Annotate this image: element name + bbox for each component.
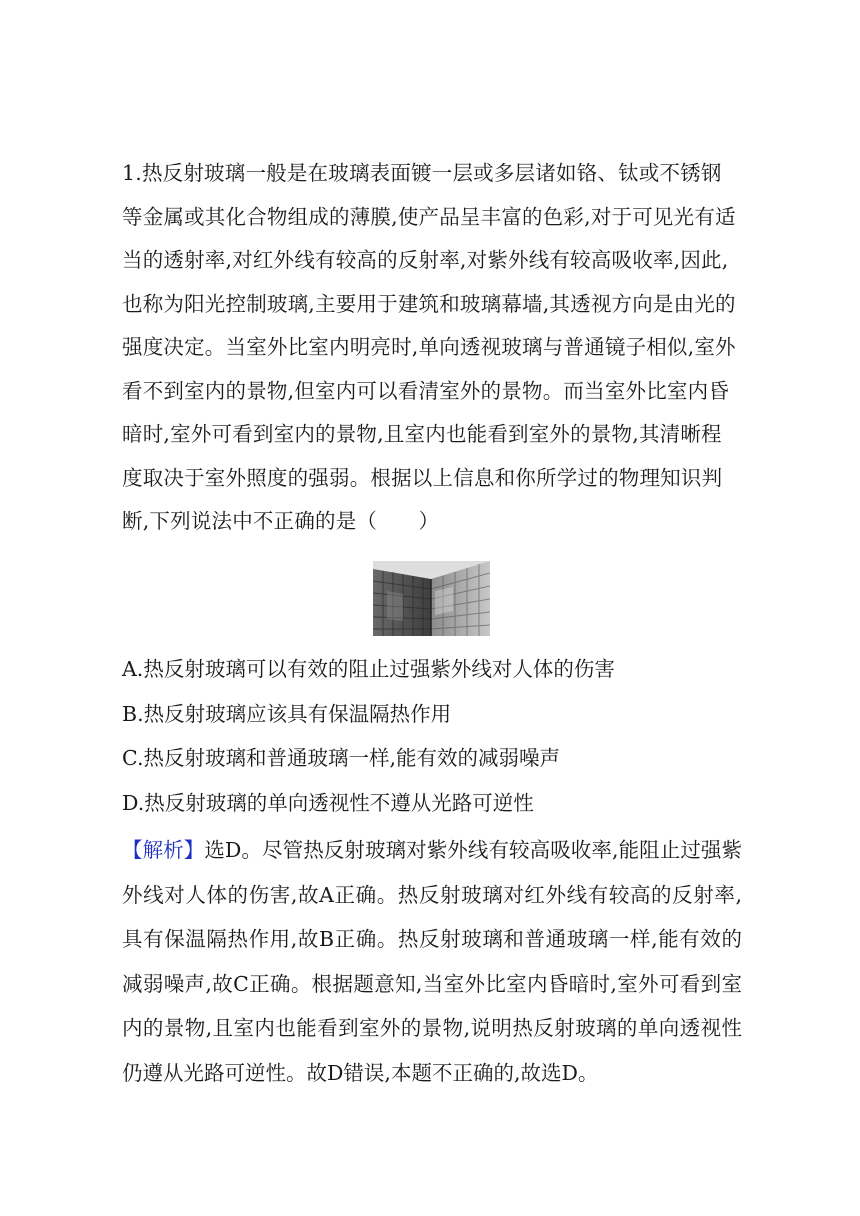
option-b: B.热反射玻璃应该具有保温隔热作用 (122, 701, 452, 726)
analysis-tag: 【解析】 (122, 838, 205, 862)
option-a: A.热反射玻璃可以有效的阻止过强紫外线对人体的伤害 (122, 657, 615, 681)
question-text: 1.热反射玻璃一般是在玻璃表面镀一层或多层诸如铬、钛或不锈钢等金属或其化合物组成的薄膜,使产品呈丰富的色彩,对于可见光有适当的透射率,对红外线有较高的反射率,对紫外线有较高吸收率,因此,也称为阳光控制玻璃,主要用于建筑和玻璃幕墙,其透视方向是由光的强度决定。当室外比室内明亮时,单向透视玻璃与普通镜子相似,室外看不到室内的景物,但室内可以看清室外的景物。而当室外比室内昏暗时,室外可看到室内的景物,且室内也能看到室外的景物,其清晰程度取决于室外照度的强弱。根据以上信息和你所学过的物理知识判断,下列说法中不正确的是（ ） (122, 161, 736, 533)
glass-building-photo (373, 561, 490, 636)
analysis-paragraph (122, 828, 742, 1095)
option-d: D.热反射玻璃的单向透视性不遵从光路可逆性 (122, 790, 534, 815)
analysis-text: 选D。尽管热反射玻璃对紫外线有较高吸收率,能阻止过强紫外线对人体的伤害,故A正确。热反射玻璃对红外线有较高的反射率,具有保温隔热作用,故B正确。热反射玻璃和普通玻璃一样,能有效的减弱噪声,故C正确。根据题意知,当室外比室内昏暗时,室外可看到室内的景物,且室内也能看到室外的景物,说明热反射玻璃的单向透视性仍遵从光路可逆性。故D错误,本题不正确的,故选D。 (122, 838, 743, 1085)
answer-options (122, 647, 742, 825)
option-c: C.热反射玻璃和普通玻璃一样,能有效的减弱噪声 (122, 746, 560, 770)
